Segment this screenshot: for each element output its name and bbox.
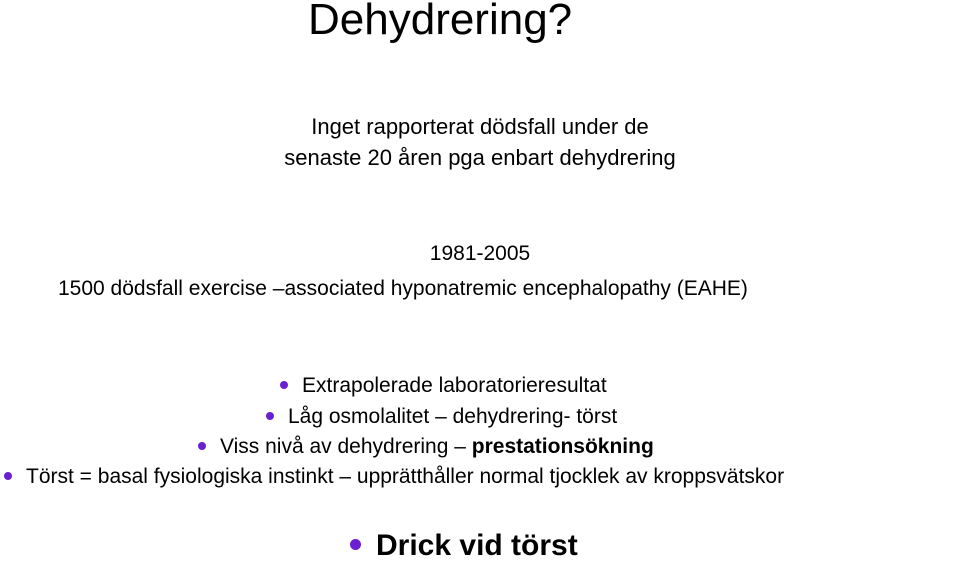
bullet-item-main [350,527,578,565]
bullet-item [4,463,784,491]
intro-line-2: senaste 20 åren pga enbart dehydrering [284,145,676,170]
year-range: 1981-2005 [429,242,531,265]
bullet-item [280,372,607,400]
bullet-dot-icon [350,539,361,550]
bullet-dot-icon [198,442,206,450]
bullet-text: Låg osmolalitet – dehydrering- törst [288,405,618,428]
slide-title: Dehydrering? [308,0,573,44]
bullet-text: Extrapolerade laboratorieresultat [302,374,607,397]
bullet-text: Drick vid törst [376,529,578,562]
bullet-text: Törst = basal fysiologiska instinkt – upprätthåller normal tjocklek av kroppsvätskor [26,465,785,488]
bullet-dot-icon [266,412,274,420]
death-statistic: 1500 dödsfall exercise –associated hyponatremic encephalopathy (EAHE) [58,277,748,300]
intro-line-1: Inget rapporterat dödsfall under de [311,114,649,139]
bullet-text: Viss nivå av dehydrering – [220,435,472,458]
bullet-dot-icon [280,381,288,389]
bullet-emphasis: prestationsökning [471,435,654,458]
bullet-item [266,403,617,431]
bullet-item [198,433,654,461]
bullet-dot-icon [4,472,12,480]
